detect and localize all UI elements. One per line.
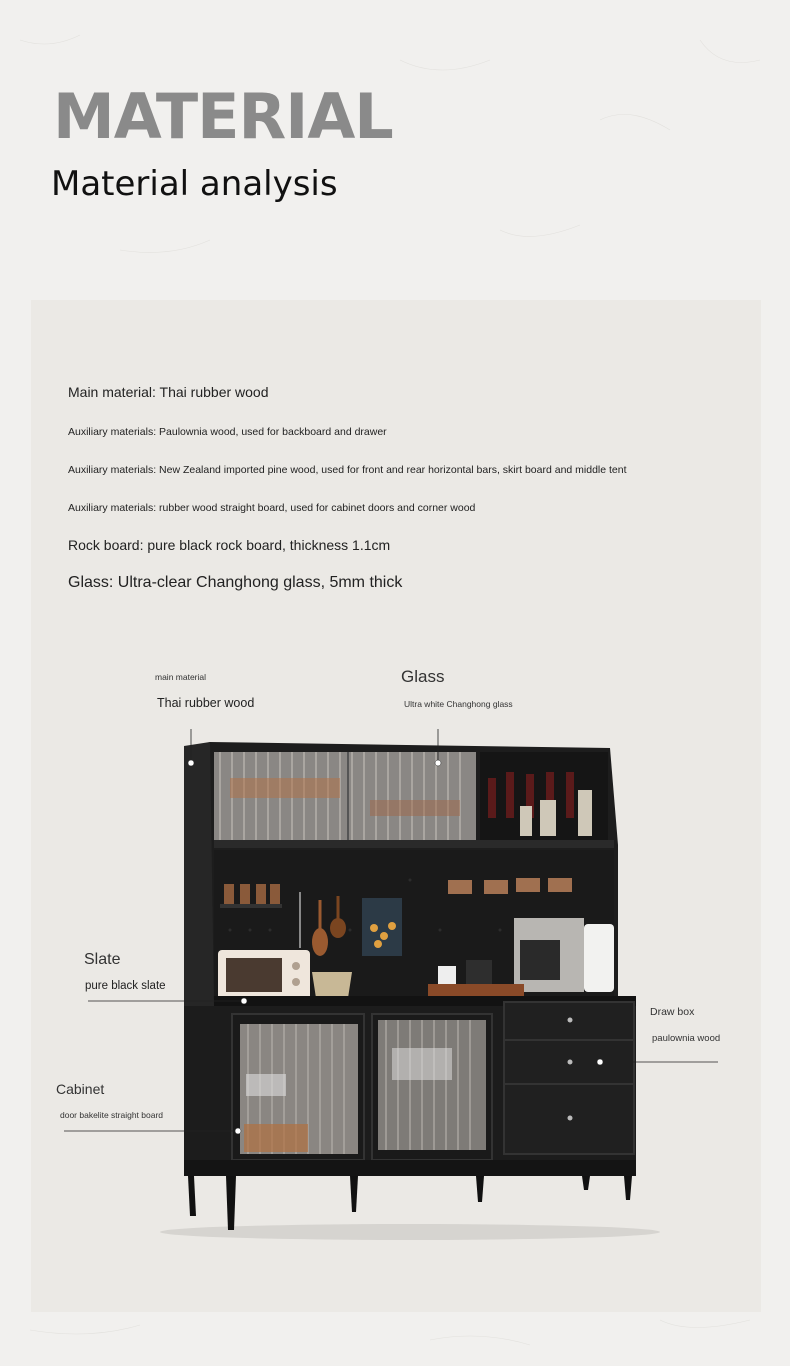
callout-cabinet-value: door bakelite straight board [60, 1110, 164, 1120]
callout-drawbox-caption: Draw box [650, 1006, 695, 1018]
callout-main-caption: main material [155, 672, 207, 682]
callout-slate-caption: Slate [84, 951, 121, 968]
spec-rock-board: Rock board: pure black rock board, thickness 1.1cm [68, 537, 391, 553]
callout-cabinet-caption: Cabinet [56, 1081, 105, 1097]
callout-main-value: Thai rubber wood [157, 696, 255, 710]
callout-slate-value: pure black slate [85, 980, 166, 992]
callout-drawbox-value: paulownia wood [652, 1033, 721, 1044]
spec-aux-rubber: Auxiliary materials: rubber wood straight board, used for cabinet doors and corner wood [68, 502, 476, 514]
callout-glass-value: Ultra white Changhong glass [404, 699, 513, 709]
page-title: MATERIAL [53, 80, 393, 153]
spec-glass: Glass: Ultra-clear Changhong glass, 5mm thick [68, 574, 403, 591]
spec-main-material: Main material: Thai rubber wood [68, 384, 269, 400]
page-subtitle: Material analysis [51, 164, 338, 204]
callout-glass-caption: Glass [401, 667, 445, 686]
spec-aux-paulownia: Auxiliary materials: Paulownia wood, used for backboard and drawer [68, 426, 387, 438]
spec-aux-pine: Auxiliary materials: New Zealand imported pine wood, used for front and rear horizontal bars, skirt board and middle tent [68, 464, 627, 476]
